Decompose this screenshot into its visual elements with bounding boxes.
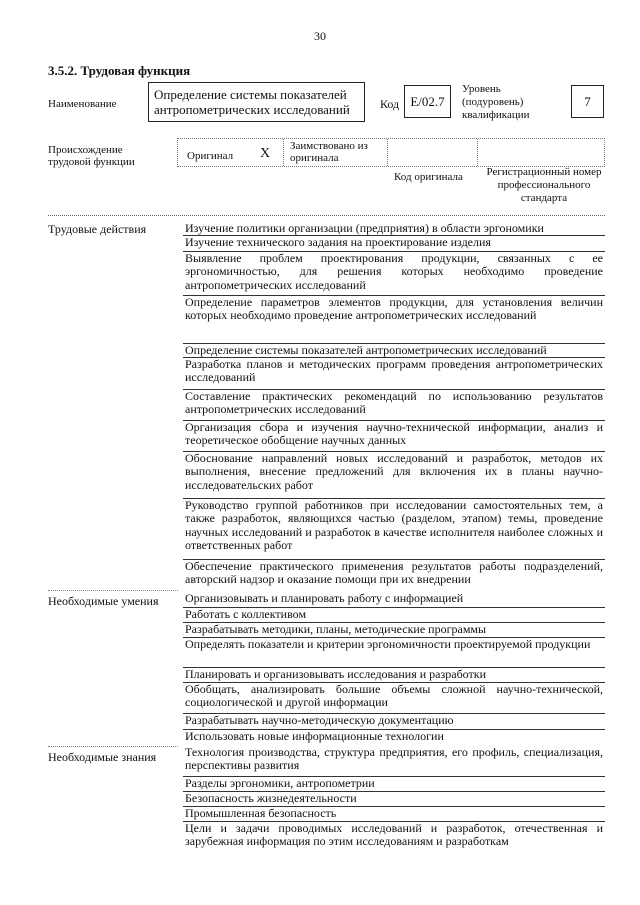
group-separator	[48, 590, 178, 591]
knowledge-item: Разделы эргономики, антропометрии	[185, 776, 375, 790]
knowledge-item: Технология производства, структура предприятия, его профиль, специализация, перспективы развития	[185, 745, 603, 773]
skills-item: Обобщать, анализировать большие объемы сложной научно-технической, социологической и другой информации	[185, 682, 603, 710]
actions-group-label: Трудовые действия	[48, 222, 147, 236]
skills-item: Планировать и организовывать исследования и разработки	[185, 667, 487, 681]
origin-original-label: Оригинал	[187, 150, 234, 162]
actions-item: Изучение технического задания на проектирование изделия	[185, 235, 491, 249]
actions-item: Обоснование направлений новых исследований и разработок, методов их выполнения, внесение предложений для включения их в планы научно-исследовательских работ	[185, 451, 603, 492]
code-label: Код	[380, 97, 400, 111]
knowledge-item: Безопасность жизнедеятельности	[185, 791, 357, 805]
origin-label: Происхождение трудовой функции	[48, 144, 135, 168]
actions-item: Руководство группой работников при исследовании самостоятельных тем, а также разработок, являющихся частью (разделом, этапом) темы, проведение научных исследований и разработок в качестве исполнителя наиболее сложных и ответственных работ	[185, 498, 603, 553]
section-divider	[48, 215, 605, 216]
knowledge-item: Промышленная безопасность	[185, 806, 337, 820]
name-label: Наименование	[48, 98, 117, 110]
skills-item: Разрабатывать научно-методическую документацию	[185, 713, 454, 727]
actions-item: Составление практических рекомендаций по использованию результатов антропометрических исследований	[185, 389, 603, 417]
knowledge-group-label: Необходимые знания	[48, 750, 157, 764]
skills-item: Разрабатывать методики, планы, методические программы	[185, 622, 487, 636]
actions-item: Выявление проблем проектирования продукции, связанных с ее эргономичностью, для решения которых необходимо проведение антропометрических исследований	[185, 251, 603, 292]
qualification-level-label: Уровень (подуровень) квалификации	[462, 83, 530, 121]
origin-cell-code	[388, 139, 478, 166]
actions-item: Обеспечение практического применения результатов работы подразделений, авторский надзор и оказание помощи при их внедрении	[185, 559, 603, 587]
actions-item: Изучение политики организации (предприятия) в области эргономики	[185, 221, 544, 235]
origin-original-mark: X	[260, 146, 271, 161]
section-title: 3.5.2. Трудовая функция	[48, 63, 191, 78]
function-name-box: Определение системы показателей антропометрических исследований	[148, 82, 365, 122]
skills-item: Использовать новые информационные технологии	[185, 729, 444, 743]
page-number: 30	[314, 29, 326, 43]
actions-item: Разработка планов и методических программ проведения антропометрических исследований	[185, 357, 603, 385]
actions-item: Организация сбора и изучения научно-технической информации, анализ и теоретическое обобщение научных данных	[185, 420, 603, 448]
reg-number-caption: Регистрационный номер профессионального стандарта	[486, 166, 602, 204]
function-code-box: E/02.7	[404, 85, 451, 118]
group-separator	[48, 746, 178, 747]
knowledge-item: Цели и задачи проводимых исследований и разработок, отечественная и зарубежная информация по этим исследованиям и разработкам	[185, 821, 603, 849]
origin-borrowed-label: Заимствовано из оригинала	[290, 140, 368, 164]
actions-item: Определение параметров элементов продукции, для установления величин которых необходимо проведение антропометрических исследований	[185, 295, 603, 323]
actions-item: Определение системы показателей антропометрических исследований	[185, 343, 547, 357]
code-original-caption: Код оригинала	[394, 171, 463, 183]
skills-item: Работать с коллективом	[185, 607, 307, 621]
skills-item: Определять показатели и критерии эргономичности проектируемой продукции	[185, 637, 591, 651]
origin-row	[177, 138, 605, 167]
skills-item: Организовывать и планировать работу с информацией	[185, 591, 464, 605]
skills-group-label: Необходимые умения	[48, 594, 159, 608]
qualification-level-box: 7	[571, 85, 604, 118]
